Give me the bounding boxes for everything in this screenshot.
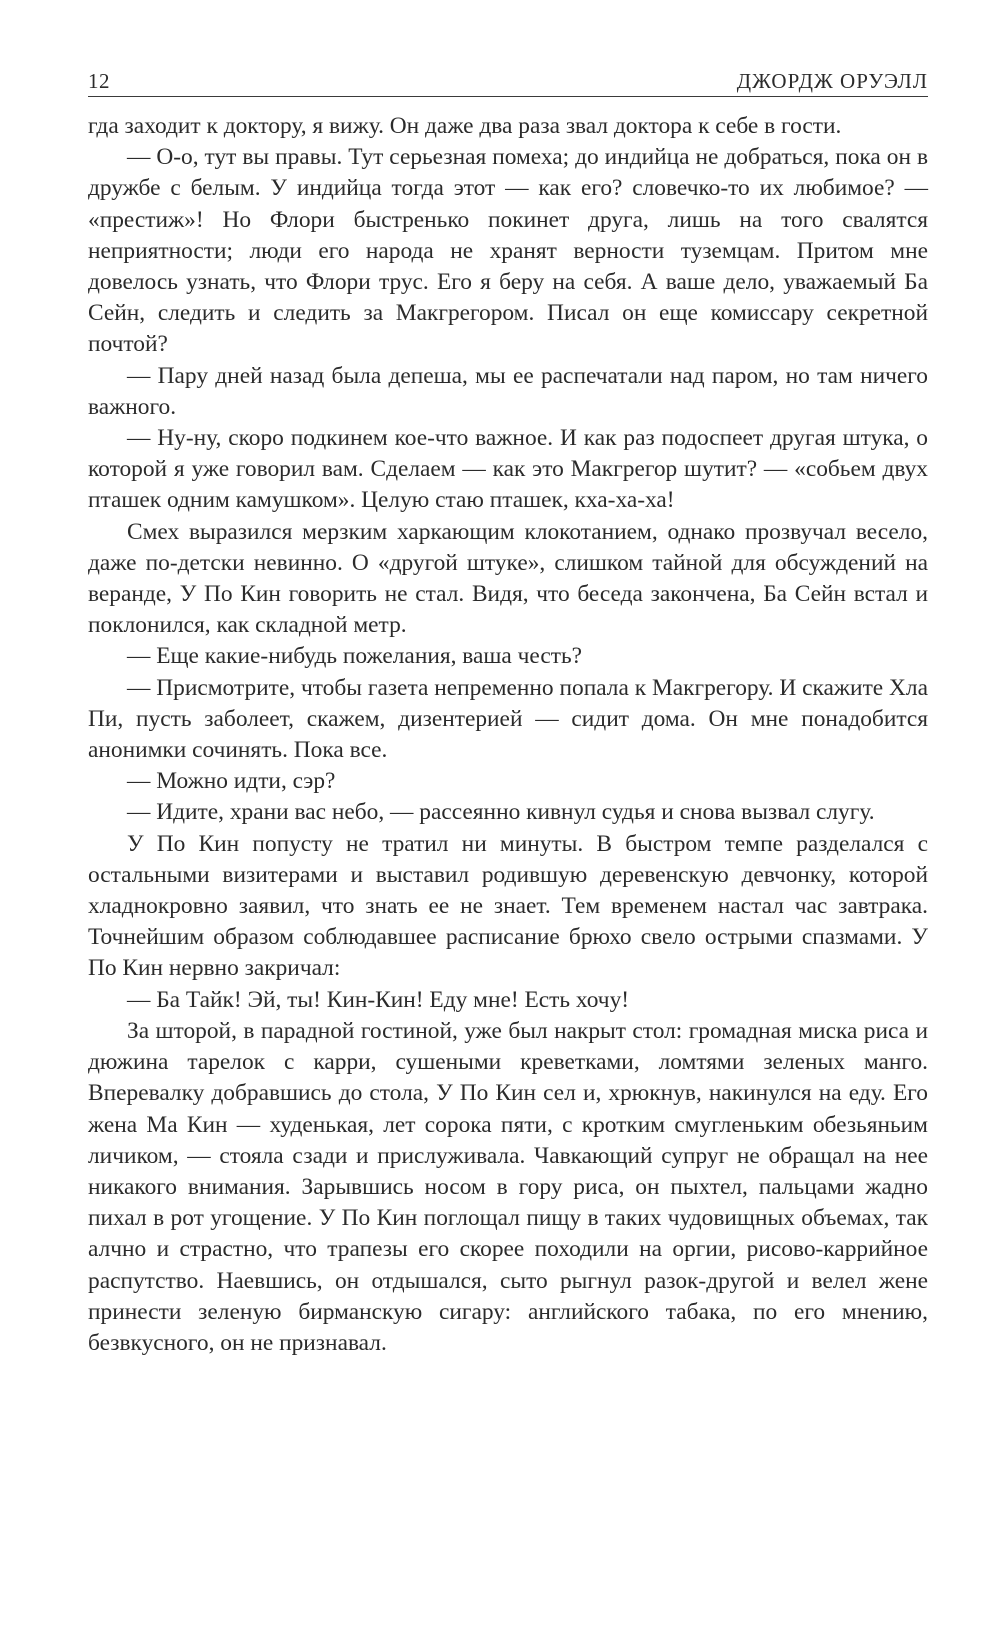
paragraph: — О-о, тут вы правы. Тут серьезная помеха; до индийца не добраться, пока он в дружбе с белым. У индийца тогда этот — как его? словечко-то их любимое? — «престиж»! Но Флори быстренько покинет друга, лишь на того свалятся неприятности; люди его народа не хранят верности туземцам. Притом мне довелось узнать, что Флори трус. Его я беру на себя. А ваше дело, уважаемый Ба Сейн, следить и следить за Макгрегором. Писал он еще комиссару секретной почтой?: [88, 144, 928, 358]
page-number: 12: [88, 69, 110, 93]
paragraph: У По Кин попусту не тратил ни минуты. В быстром темпе разделался с остальными визитерами и выставил родившую деревенскую девчонку, которой хладнокровно заявил, что знать ее не знает. Тем временем настал час завтрака. Точнейшим образом соблюдавшее расписание брюхо свело острыми спазмами. У По Кин нервно закричал:: [88, 830, 928, 982]
paragraph: За шторой, в парадной гостиной, уже был накрыт стол: громадная миска риса и дюжина тарелок с карри, сушеными креветками, ломтями зеленых манго. Вперевалку добравшись до стола, У По Кин сел и, хрюкнув, накинулся на еду. Его жена Ма Кин — худенькая, лет сорока пяти, с кротким смугленьким обезьяньим личиком, — стояла сзади и прислуживала. Чавкающий супруг не обращал на нее никакого внимания. Зарывшись носом в гору риса, он пыхтел, пальцами жадно пихал в рот угощение. У По Кин поглощал пищу в таких чудовищных объемах, так алчно и страстно, что трапезы его скорее походили на оргии, рисово-каррийное распутство. Наевшись, он отдышался, сыто рыгнул разок-другой и велел жене принести зеленую бирманскую сигару: английского табака, по его мнению, безвкусного, он не признавал.: [88, 1017, 928, 1356]
paragraph: — Идите, храни вас небо, — рассеянно кивнул судья и снова вызвал слугу.: [127, 799, 875, 826]
paragraph: Смех выразился мерзким харкающим клокотанием, однако прозвучал весело, даже по-детски невинно. О «другой штуке», слишком тайной для обсуждений на веранде, У По Кин говорить не стал. Видя, что беседа закончена, Ба Сейн встал и поклонился, как складной метр.: [88, 518, 928, 639]
header-rule: [88, 96, 928, 97]
paragraph: гда заходит к доктору, я вижу. Он даже два раза звал доктора к себе в гости.: [88, 113, 842, 139]
paragraph: — Можно идти, сэр?: [127, 768, 336, 795]
paragraph: — Пару дней назад была депеша, мы ее распечатали над паром, но там ничего важного.: [88, 362, 928, 420]
running-header: [88, 68, 928, 98]
body-text: [88, 111, 928, 1359]
paragraph: — Ба Тайк! Эй, ты! Кин-Кин! Еду мне! Есть хочу!: [127, 986, 630, 1013]
running-head-author: ДЖОРДЖ ОРУЭЛЛ: [736, 69, 928, 93]
paragraph: — Еще какие-нибудь пожелания, ваша честь?: [127, 643, 583, 670]
paragraph: — Ну-ну, скоро подкинем кое-что важное. И как раз подоспеет другая штука, о которой я уже говорил вам. Сделаем — как это Макгрегор шутит? — «собьем двух пташек одним камушком». Целую стаю пташек, кха-ха-ха!: [88, 425, 928, 514]
paragraph: — Присмотрите, чтобы газета непременно попала к Макгрегору. И скажите Хла Пи, пусть заболеет, скажем, дизентерией — сидит дома. Он мне понадобится анонимки сочинять. Пока все.: [88, 674, 928, 764]
